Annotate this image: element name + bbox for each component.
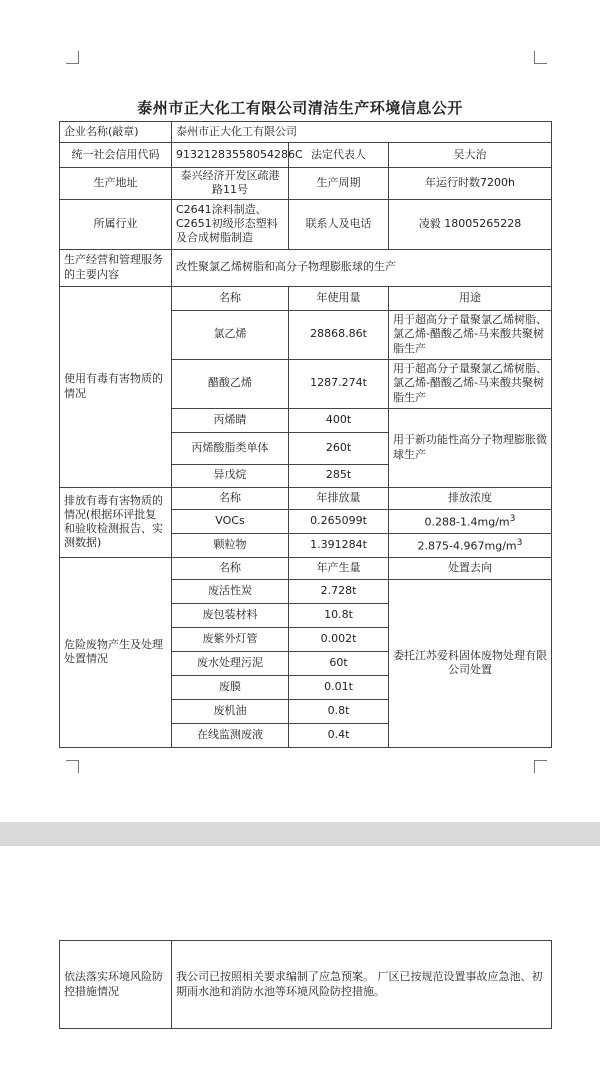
table-row: [60, 249, 552, 286]
crop-mark-bottom-right: [534, 760, 547, 773]
crop-mark-top-right: [534, 51, 547, 64]
waste-name: 废机油: [172, 699, 289, 723]
emission-conc-text: 2.875-4.967mg/m: [417, 539, 517, 553]
crop-mark-top-left: [66, 51, 79, 64]
risk-value: 我公司已按照相关要求编制了应急预案。 厂区已按规范设置事故应急池、初期雨水池和消防水池等环境风险防控措施。: [172, 941, 552, 1029]
emission-name: VOCs: [172, 509, 289, 533]
table-row: [60, 143, 552, 168]
waste-header-amount: 年产生量: [289, 557, 389, 579]
waste-name: 废膜: [172, 675, 289, 699]
contact-label: 联系人及电话: [289, 199, 389, 249]
address-value: 泰兴经济开发区疏港路11号: [172, 168, 289, 200]
emission-header-conc: 排放浓度: [389, 487, 552, 509]
waste-section-label: 危险废物产生及处理处置情况: [60, 557, 172, 747]
waste-disposal: 委托江苏爱科固体废物处理有限公司处置: [389, 579, 552, 747]
toxic-name: 异戊烷: [172, 464, 289, 487]
emission-header-amount: 年排放量: [289, 487, 389, 509]
waste-header-disposal: 处置去向: [389, 557, 552, 579]
waste-name: 废水处理污泥: [172, 651, 289, 675]
table-row: [60, 199, 552, 249]
toxic-header-name: 名称: [172, 286, 289, 310]
page-separator: [0, 822, 600, 846]
period-value: 年运行时数7200h: [389, 168, 552, 200]
waste-name: 在线监测废液: [172, 723, 289, 747]
toxic-amount: 1287.274t: [289, 359, 389, 408]
emission-conc: [389, 533, 552, 557]
credit-value: 91321283558054286C: [172, 143, 289, 168]
toxic-use: 用于超高分子量聚氯乙烯树脂、氯乙烯-醋酸乙烯-马来酸共聚树脂生产: [389, 310, 552, 359]
toxic-shared-use: 用于新功能性高分子物理膨胀微球生产: [389, 408, 552, 487]
waste-amount: 0.4t: [289, 723, 389, 747]
waste-name: 废活性炭: [172, 579, 289, 603]
page-title: 泰州市正大化工有限公司清洁生产环境信息公开: [137, 99, 463, 117]
toxic-section-label: 使用有毒有害物质的情况: [60, 286, 172, 487]
toxic-amount: 400t: [289, 408, 389, 432]
waste-amount: 0.8t: [289, 699, 389, 723]
period-label: 生产周期: [289, 168, 389, 200]
toxic-amount: 285t: [289, 464, 389, 487]
waste-header-name: 名称: [172, 557, 289, 579]
table-row: [60, 286, 552, 310]
emission-conc: [389, 509, 552, 533]
risk-label: 依法落实环境风险防控措施情况: [60, 941, 172, 1029]
emission-section-label: 排放有毒有害物质的情况(根据环评批复和验收检测报告、实测数据): [60, 487, 172, 557]
waste-name: 废紫外灯管: [172, 627, 289, 651]
crop-mark-bottom-left: [66, 760, 79, 773]
toxic-name: 氯乙烯: [172, 310, 289, 359]
business-label: 生产经营和管理服务的主要内容: [60, 249, 172, 286]
toxic-name: 丙烯睛: [172, 408, 289, 432]
emission-amount: 1.391284t: [289, 533, 389, 557]
address-label: 生产地址: [60, 168, 172, 200]
emission-name: 颗粒物: [172, 533, 289, 557]
table-row: [60, 168, 552, 200]
toxic-amount: 260t: [289, 432, 389, 464]
waste-amount: 0.01t: [289, 675, 389, 699]
emission-conc-unit-sup: 3: [516, 536, 523, 548]
credit-label: 统一社会信用代码: [60, 143, 172, 168]
table-row: [60, 122, 552, 143]
emission-conc-unit-sup: 3: [509, 512, 516, 524]
toxic-name: 醋酸乙烯: [172, 359, 289, 408]
page-2: [0, 846, 600, 1069]
toxic-name: 丙烯酸脂类单体: [172, 432, 289, 464]
toxic-header-amount: 年使用量: [289, 286, 389, 310]
legal-label: 法定代表人: [289, 143, 389, 168]
emission-conc-text: 0.288-1.4mg/m: [424, 515, 510, 529]
waste-name: 废包装材料: [172, 603, 289, 627]
waste-amount: 0.002t: [289, 627, 389, 651]
industry-value: C2641涂料制造、C2651初级形态塑料及合成树脂制造: [172, 199, 289, 249]
info-table: [59, 121, 552, 748]
toxic-header-use: 用途: [389, 286, 552, 310]
legal-value: 吴大治: [389, 143, 552, 168]
waste-amount: 60t: [289, 651, 389, 675]
table-row: [60, 487, 552, 509]
emission-header-name: 名称: [172, 487, 289, 509]
contact-value: 凌毅 18005265228: [389, 199, 552, 249]
toxic-use: 用于超高分子量聚氯乙烯树脂、氯乙烯-醋酸乙烯-马来酸共聚树脂生产: [389, 359, 552, 408]
waste-amount: 10.8t: [289, 603, 389, 627]
industry-label: 所属行业: [60, 199, 172, 249]
table-row: [60, 941, 552, 1029]
business-value: 改性聚氯乙烯树脂和高分子物理膨胀球的生产: [172, 249, 552, 286]
risk-table: [59, 940, 552, 1029]
table-row: [60, 557, 552, 579]
company-label: 企业名称(敲章): [60, 122, 172, 143]
waste-amount: 2.728t: [289, 579, 389, 603]
toxic-amount: 28868.86t: [289, 310, 389, 359]
company-value: 泰州市正大化工有限公司: [172, 122, 552, 143]
emission-amount: 0.265099t: [289, 509, 389, 533]
